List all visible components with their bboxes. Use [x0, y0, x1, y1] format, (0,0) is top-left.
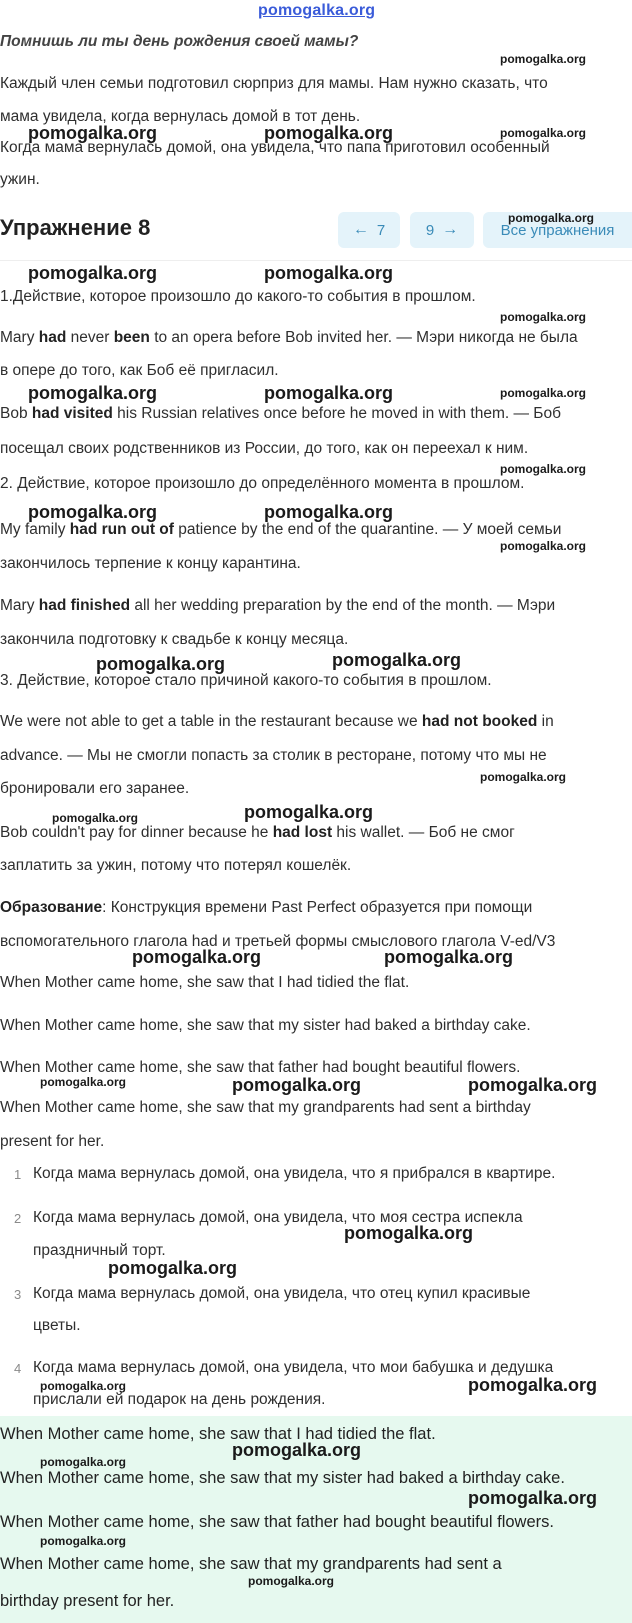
example-line: закончила подготовку к свадьбе к концу месяца. [0, 631, 349, 648]
next-exercise-label: 9 [425, 221, 435, 239]
watermark: pomogalka.org [500, 126, 587, 140]
watermark: pomogalka.org [96, 654, 226, 674]
example-line: закончилось терпение к концу карантина. [0, 555, 301, 572]
watermark: pomogalka.org [232, 1440, 362, 1460]
watermark: pomogalka.org [500, 386, 587, 400]
watermark: pomogalka.org [344, 1223, 474, 1243]
watermark: pomogalka.org [52, 811, 139, 825]
watermark: pomogalka.org [248, 1574, 335, 1588]
watermark: pomogalka.org [40, 1379, 127, 1393]
intro-line: мама увидела, когда вернулась домой в тот день. [0, 108, 361, 125]
intro-line: Каждый член семьи подготовил сюрприз для мамы. Нам нужно сказать, что [0, 75, 548, 92]
sentence-line: When Mother came home, she saw that father had bought beautiful flowers. [0, 1059, 521, 1076]
site-logo[interactable]: pomogalka.org [258, 2, 376, 19]
watermark: pomogalka.org [28, 123, 158, 143]
example-line: Bob had visited his Russian relatives once before he moved in with them. — Боб [0, 405, 561, 422]
example-line: посещал своих родственников из России, до того, как он переехал к ним. [0, 440, 529, 457]
answer-line: When Mother came home, she saw that I had tidied the flat. [0, 1425, 436, 1443]
watermark: pomogalka.org [468, 1488, 598, 1508]
translation-line: прислали ей подарок на день рождения. [33, 1391, 326, 1408]
list-number: 3 [14, 1287, 22, 1302]
watermark: pomogalka.org [500, 310, 587, 324]
watermark: pomogalka.org [384, 947, 514, 967]
watermark: pomogalka.org [28, 502, 158, 522]
watermark: pomogalka.org [28, 263, 158, 283]
translation-line: Когда мама вернулась домой, она увидела, что моя сестра испекла [33, 1209, 523, 1226]
rule-point-1: 1.Действие, которое произошло до какого-то события в прошлом. [0, 288, 476, 305]
translation-line: цветы. [33, 1317, 81, 1334]
list-number: 1 [14, 1167, 22, 1182]
intro-line: Когда мама вернулась домой, она увидела, что папа приготовил особенный [0, 139, 550, 156]
prev-exercise-label: 7 [376, 221, 386, 239]
watermark: pomogalka.org [500, 462, 587, 476]
watermark: pomogalka.org [40, 1455, 127, 1469]
list-number: 2 [14, 1211, 22, 1226]
answer-line: When Mother came home, she saw that father had bought beautiful flowers. [0, 1513, 554, 1531]
watermark: pomogalka.org [264, 123, 394, 143]
answer-line: birthday present for her. [0, 1592, 175, 1610]
arrow-left-icon: ← [352, 221, 369, 238]
sentence-line: When Mother came home, she saw that my sister had baked a birthday cake. [0, 1017, 531, 1034]
example-line: в опере до того, как Боб её пригласил. [0, 362, 279, 379]
watermark: pomogalka.org [500, 539, 587, 553]
watermark: pomogalka.org [132, 947, 262, 967]
watermark: pomogalka.org [264, 502, 394, 522]
divider [0, 260, 632, 261]
answer-line: When Mother came home, she saw that my sister had baked a birthday cake. [0, 1469, 565, 1487]
sentence-line: When Mother came home, she saw that my grandparents had sent a birthday [0, 1099, 531, 1116]
translation-line: Когда мама вернулась домой, она увидела, что мои бабушка и дедушка [33, 1359, 554, 1376]
watermark: pomogalka.org [40, 1075, 127, 1089]
watermark: pomogalka.org [40, 1534, 127, 1548]
watermark: pomogalka.org [468, 1375, 598, 1395]
watermark: pomogalka.org [480, 770, 567, 784]
example-line: Bob couldn't pay for dinner because he had lost his wallet. — Боб не смог [0, 824, 515, 841]
answer-line: When Mother came home, she saw that my grandparents had sent a [0, 1555, 502, 1573]
translation-line: Когда мама вернулась домой, она увидела, что отец купил красивые [33, 1285, 531, 1302]
watermark: pomogalka.org [508, 211, 595, 225]
sentence-line: present for her. [0, 1133, 105, 1150]
watermark: pomogalka.org [28, 383, 158, 403]
example-line: Mary had finished all her wedding preparation by the end of the month. — Мэри [0, 597, 556, 614]
example-line: advance. — Мы не смогли попасть за столик в ресторане, потому что мы не [0, 747, 547, 764]
watermark: pomogalka.org [244, 802, 374, 822]
question-heading: Помнишь ли ты день рождения своей мамы? [0, 33, 359, 50]
rule-point-2: 2. Действие, которое произошло до определённого момента в прошлом. [0, 475, 525, 492]
sentence-line: When Mother came home, she saw that I had tidied the flat. [0, 974, 410, 991]
list-number: 4 [14, 1361, 22, 1376]
example-line: Mary had never been to an opera before Bob invited her. — Мэри никогда не была [0, 329, 578, 346]
all-exercises-label: Все упражнения [500, 221, 615, 239]
watermark: pomogalka.org [332, 650, 462, 670]
example-line: We were not able to get a table in the restaurant because we had not booked in [0, 713, 554, 730]
rule-point-3: 3. Действие, которое стало причиной какого-то события в прошлом. [0, 672, 492, 689]
watermark: pomogalka.org [264, 263, 394, 283]
arrow-right-icon: → [442, 221, 459, 238]
watermark: pomogalka.org [232, 1075, 362, 1095]
watermark: pomogalka.org [108, 1258, 238, 1278]
translation-line: праздничный торт. [33, 1242, 166, 1259]
watermark: pomogalka.org [468, 1075, 598, 1095]
exercise-title: Упражнение 8 [0, 215, 151, 240]
watermark: pomogalka.org [264, 383, 394, 403]
formation-line: вспомогательного глагола had и третьей формы смыслового глагола V-ed/V3 [0, 933, 556, 950]
intro-line: ужин. [0, 171, 40, 188]
example-line: заплатить за ужин, потому что потерял кошелёк. [0, 857, 352, 874]
translation-line: Когда мама вернулась домой, она увидела, что я прибрался в квартире. [33, 1165, 556, 1182]
watermark: pomogalka.org [500, 52, 587, 66]
next-exercise-button[interactable] [410, 212, 474, 248]
prev-exercise-button[interactable] [338, 212, 400, 248]
example-line: бронировали его заранее. [0, 780, 190, 797]
example-line: My family had run out of patience by the end of the quarantine. — У моей семьи [0, 521, 562, 538]
formation-line: Образование: Конструкция времени Past Perfect образуется при помощи [0, 899, 533, 916]
